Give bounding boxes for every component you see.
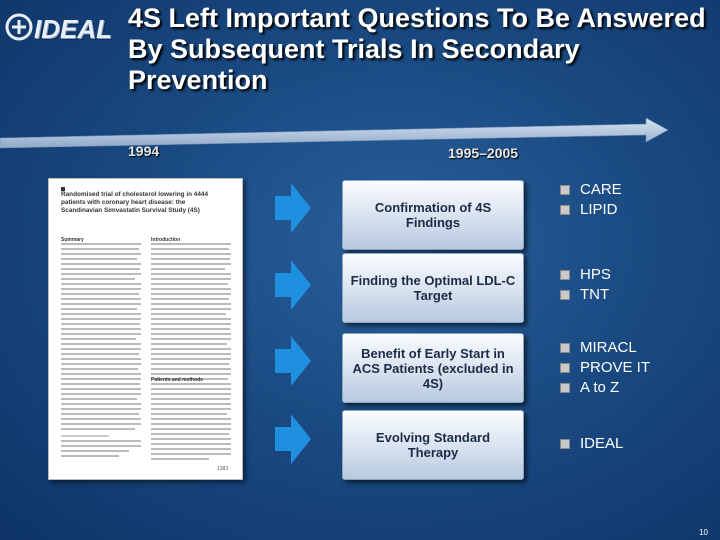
trial-item: CARE: [560, 180, 622, 200]
year-start: 1994: [128, 143, 160, 159]
trial-item: MIRACL: [560, 338, 650, 358]
logo-emblem-icon: [4, 12, 34, 42]
timeline-arrow: [0, 118, 720, 168]
row-arrow-icon: [275, 260, 311, 310]
question-box-standard-therapy: [342, 410, 524, 480]
svg-text:1383: 1383: [217, 466, 229, 472]
row-arrow-icon: [275, 414, 311, 464]
article-title: Randomised trial of cholesterol lowering in 4444 patients with coronary heart disease: the Scandinavian Simvastatin Survival Study (4S): [61, 191, 209, 214]
question-box-ldl-target: [342, 253, 524, 323]
trial-item: PROVE IT: [560, 358, 650, 378]
question-label: Evolving Standard Therapy: [375, 430, 491, 460]
slide-title: 4S Left Important Questions To Be Answered By Subsequent Trials In Secondary Prevention: [128, 3, 706, 95]
article-body-lines: [61, 244, 231, 459]
question-label: Finding the Optimal LDL-C Target: [350, 273, 516, 303]
trial-list-ldl-target: [560, 265, 611, 305]
article-page-graphic: [49, 179, 242, 479]
question-box-early-start: [342, 333, 524, 403]
ideal-logo: [4, 12, 124, 42]
trial-list-confirmation: [560, 180, 622, 220]
article-col1-heading: Summary: [61, 237, 84, 243]
trial-item: A to Z: [560, 378, 650, 398]
trial-item: IDEAL: [560, 434, 623, 454]
article-col2-subheading: Patients and methods: [151, 377, 203, 383]
trial-list-standard-therapy: [560, 434, 623, 454]
logo-text: IDEAL: [34, 14, 112, 44]
trial-item: HPS: [560, 265, 611, 285]
article-col2-heading: Introduction: [151, 237, 181, 243]
trial-item: TNT: [560, 285, 611, 305]
row-arrow-icon: [275, 336, 311, 386]
question-label: Benefit of Early Start in ACS Patients (excluded in 4S): [352, 345, 514, 391]
trial-list-early-start: [560, 338, 650, 398]
question-box-confirmation: [342, 180, 524, 250]
article-thumbnail: [48, 178, 243, 480]
year-range: 1995–2005: [448, 145, 519, 161]
question-label: Confirmation of 4S Findings: [374, 200, 492, 230]
page-number: 10: [699, 528, 708, 537]
row-arrow-icon: [275, 183, 311, 233]
trial-item: LIPID: [560, 200, 622, 220]
